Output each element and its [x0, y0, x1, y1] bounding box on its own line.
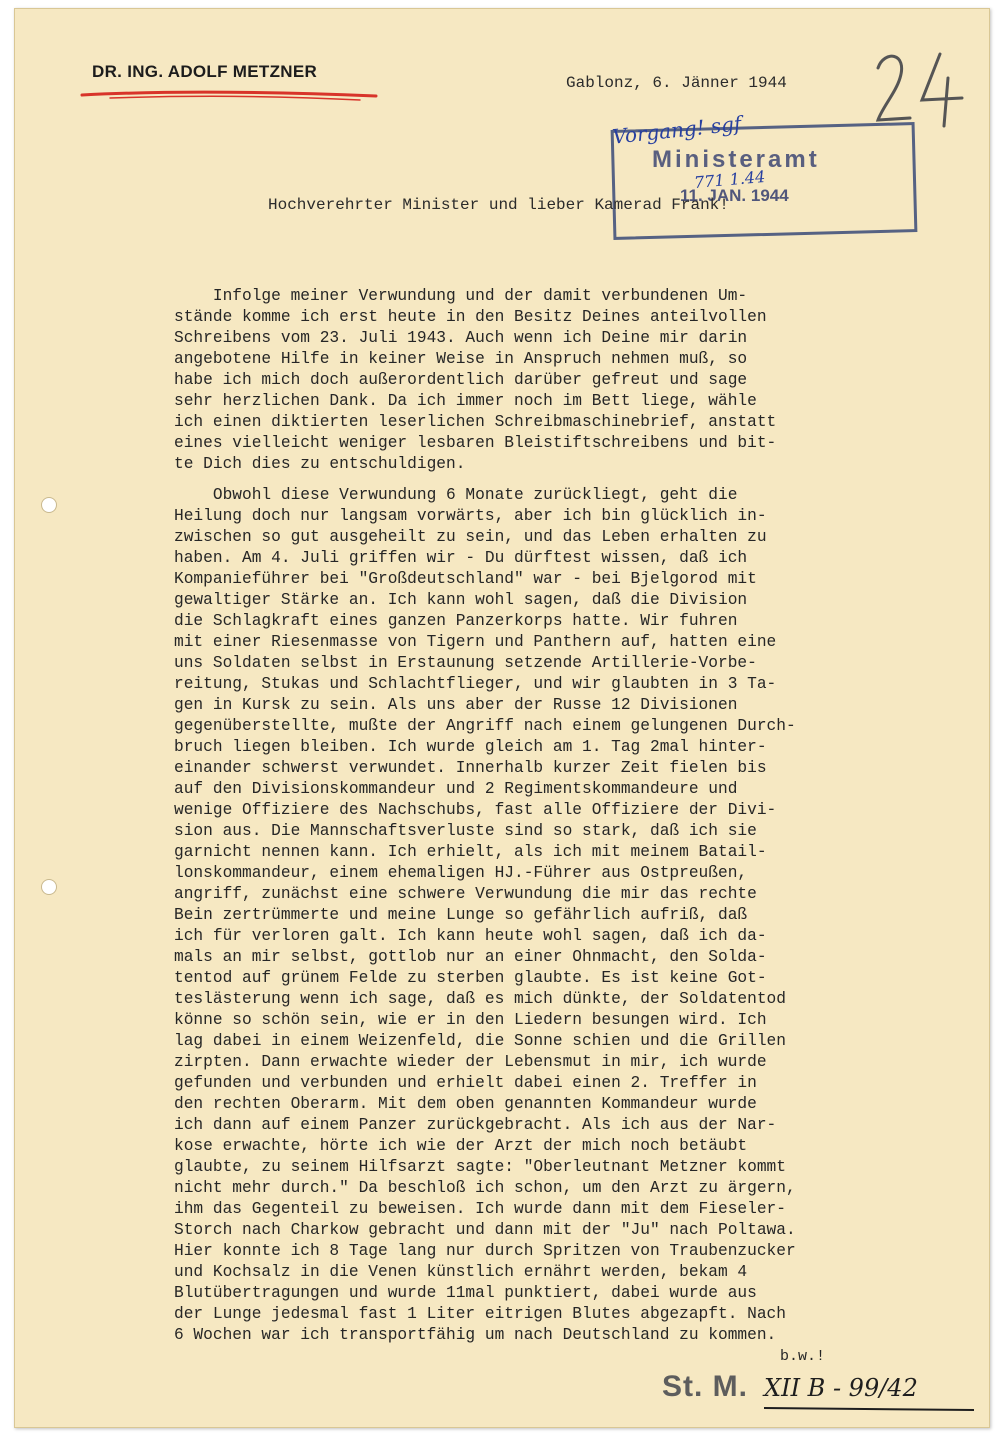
text-line: Heilung doch nur langsam vorwärts, aber ich bin glücklich in-: [174, 507, 767, 525]
letterhead: DR. ING. ADOLF METZNER: [92, 62, 318, 81]
text-line: der Lunge jedesmal fast 1 Liter eitrigen Blutes abgezapft. Nach: [174, 1305, 786, 1323]
text-line: nicht mehr durch." Da beschloß ich schon, um den Arzt zu ärgern,: [174, 1179, 796, 1197]
text-line: angebotene Hilfe in keiner Weise in Anspruch nehmen muß, so: [174, 350, 748, 368]
text-line: mit einer Riesenmasse von Tigern und Panthern auf, hatten eine: [174, 633, 777, 651]
text-line: eines vielleicht weniger lesbaren Bleistiftschreibens und bit-: [174, 434, 777, 452]
stamp-handwritten-ref: 771 1.44: [693, 166, 766, 193]
text-line: Blutübertragungen und wurde 11mal punktiert, dabei wurde aus: [174, 1284, 757, 1302]
turn-over-note: b.w.!: [780, 1348, 826, 1365]
text-line: sehr herzlichen Dank. Da ich immer noch im Bett liege, wähle: [174, 392, 757, 410]
text-line: kose erwachte, hörte ich wie der Arzt der mich noch betäubt: [174, 1137, 748, 1155]
text-line: te Dich dies zu entschuldigen.: [174, 455, 466, 473]
stamp-date: 11. JAN. 1944: [680, 186, 789, 205]
file-ref-prefix: St. M.: [662, 1370, 748, 1403]
punch-hole-top: [41, 497, 57, 513]
text-line: Schreibens vom 23. Juli 1943. Auch wenn ich Deine mir darin: [174, 329, 748, 347]
text-line: zirpten. Dann erwachte wieder der Lebensmut in mir, ich wurde: [174, 1053, 767, 1071]
stamp-office: Ministeramt: [652, 146, 820, 173]
paragraph: [174, 485, 974, 1346]
text-line: die Schlagkraft eines ganzen Panzerkorps hatte. Wir fuhren: [174, 612, 738, 630]
text-line: Kompanieführer bei "Großdeutschland" war - bei Bjelgorod mit: [174, 570, 757, 588]
text-line: auf den Divisionskommandeur und 2 Regimentskommandeure und: [174, 780, 738, 798]
text-line: gewaltiger Stärke an. Ich kann wohl sagen, daß die Division: [174, 591, 748, 609]
handwritten-note: Vorgang! sgf: [611, 111, 743, 149]
text-line: Infolge meiner Verwundung und der damit verbundenen Um-: [174, 287, 748, 305]
text-line: ich dann auf einem Panzer zurückgebracht. Als ich aus der Nar-: [174, 1116, 777, 1134]
file-ref-underline: [760, 1404, 980, 1414]
text-line: ihm das Gegenteil zu beweisen. Ich wurde dann mit dem Fieseler-: [174, 1200, 786, 1218]
text-line: ich für verloren galt. Ich kann heute wohl sagen, daß ich da-: [174, 927, 767, 945]
text-line: sion aus. Die Mannschaftsverluste sind so stark, daß ich sie: [174, 822, 757, 840]
text-line: habe ich mich doch außerordentlich darüber gefreut und sage: [174, 371, 748, 389]
text-line: bruch liegen bleiben. Ich wurde gleich am 1. Tag 2mal hinter-: [174, 738, 767, 756]
file-ref-handwritten: XII B - 99/42: [764, 1374, 918, 1402]
text-line: einander schwerst verwundet. Innerhalb kurzer Zeit fielen bis: [174, 759, 767, 777]
letter-body: [174, 286, 974, 1346]
text-line: glaubte, zu seinem Hilfsarzt sagte: "Oberleutnant Metzner kommt: [174, 1158, 786, 1176]
paragraph: [174, 286, 974, 475]
text-line: Hier konnte ich 8 Tage lang nur durch Spritzen von Traubenzucker: [174, 1242, 796, 1260]
text-line: Bein zertrümmerte und meine Lunge so gefährlich aufriß, daß: [174, 906, 748, 924]
text-line: gefunden und verbunden und erhielt dabei einen 2. Treffer in: [174, 1074, 757, 1092]
text-line: angriff, zunächst eine schwere Verwundung die mir das rechte: [174, 885, 757, 903]
text-line: den rechten Oberarm. Mit dem oben genannten Kommandeur wurde: [174, 1095, 757, 1113]
place-date: Gablonz, 6. Jänner 1944: [566, 74, 787, 92]
text-line: tentod auf grünem Felde zu sterben glaubte. Es ist keine Got-: [174, 969, 767, 987]
text-line: gen in Kursk zu sein. Als uns aber der Russe 12 Divisionen: [174, 696, 738, 714]
handwritten-number: [870, 48, 970, 128]
text-line: gegenüberstellte, mußte der Angriff nach einem gelungenen Durch-: [174, 717, 796, 735]
text-line: haben. Am 4. Juli griffen wir - Du dürftest wissen, daß ich: [174, 549, 748, 567]
punch-hole-bottom: [41, 879, 57, 895]
text-line: und Kochsalz in die Venen künstlich ernährt werden, bekam 4: [174, 1263, 748, 1281]
text-line: mals an mir selbst, gottlob nur an einer Ohnmacht, den Solda-: [174, 948, 767, 966]
paragraph-gap: [174, 475, 974, 485]
text-line: ich einen diktierten leserlichen Schreibmaschinebrief, anstatt: [174, 413, 777, 431]
text-line: garnicht nennen kann. Ich erhielt, als ich mit meinem Batail-: [174, 843, 767, 861]
text-line: reitung, Stukas und Schlachtflieger, und wir glaubten in 3 Ta-: [174, 675, 777, 693]
text-line: wenige Offiziere des Nachschubs, fast alle Offiziere der Divi-: [174, 801, 777, 819]
text-line: könne so schön sein, wie er in den Liedern besungen wird. Ich: [174, 1011, 767, 1029]
red-underline: [80, 86, 380, 104]
salutation: Hochverehrter Minister und lieber Kamerad Frank!: [268, 196, 729, 214]
text-line: stände komme ich erst heute in den Besitz Deines anteilvollen: [174, 308, 767, 326]
text-line: uns Soldaten selbst in Erstaunung setzende Artillerie-Vorbe-: [174, 654, 757, 672]
text-line: lonskommandeur, einem ehemaligen HJ.-Führer aus Ostpreußen,: [174, 864, 748, 882]
text-line: lag dabei in einem Weizenfeld, die Sonne schien und die Grillen: [174, 1032, 786, 1050]
text-line: zwischen so gut ausgeheilt zu sein, und das Leben erhalten zu: [174, 528, 767, 546]
text-line: Obwohl diese Verwundung 6 Monate zurückliegt, geht die: [174, 486, 738, 504]
text-line: teslästerung wenn ich sage, daß es mich dünkte, der Soldatentod: [174, 990, 786, 1008]
text-line: Storch nach Charkow gebracht und dann mit der "Ju" nach Poltawa.: [174, 1221, 796, 1239]
text-line: 6 Wochen war ich transportfähig um nach Deutschland zu kommen.: [174, 1326, 777, 1344]
